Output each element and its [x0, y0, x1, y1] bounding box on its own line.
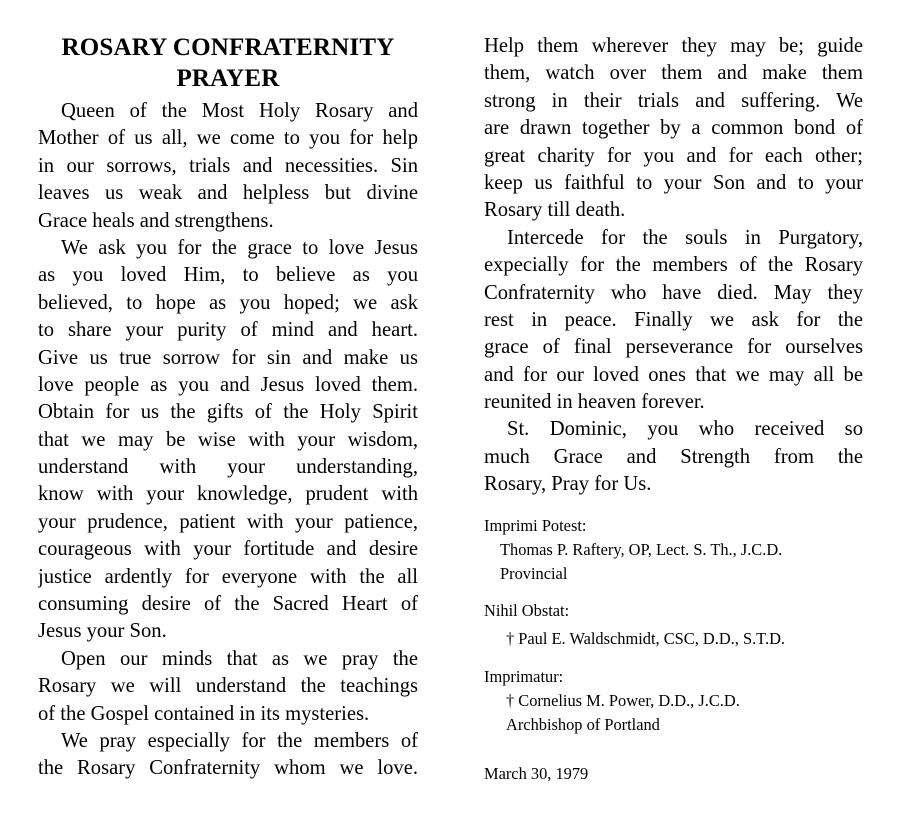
- text-line: expecially for the members of the Rosary: [484, 254, 863, 277]
- text-line: Grace heals and strengthens.: [38, 209, 274, 232]
- title-line-2: PRAYER: [176, 65, 280, 92]
- imprimatur-role: Archbishop of Portland: [506, 715, 660, 734]
- text-line: of the Gospel contained in its mysteries.: [38, 702, 370, 725]
- text-line: grace of final perseverance for ourselves: [484, 336, 863, 359]
- text-line: St. Dominic, you who received so: [507, 418, 863, 441]
- text-line: the Rosary Confraternity whom we love.: [38, 757, 418, 780]
- text-line: in our sorrows, trials and necessities. Sin: [38, 154, 418, 177]
- nihil-obstat-name: † Paul E. Waldschmidt, CSC, D.D., S.T.D.: [506, 629, 785, 648]
- text-line: Help them wherever they may be; guide: [484, 35, 863, 57]
- text-line: to share your purity of mind and heart.: [38, 319, 418, 342]
- imprimatur-label: Imprimatur:: [484, 667, 564, 686]
- text-line: Open our minds that as we pray the: [61, 647, 418, 670]
- text-line: Rosary, Pray for Us.: [484, 473, 652, 496]
- text-line: Mother of us all, we come to you for help: [38, 127, 418, 150]
- imprimatur-name: † Cornelius M. Power, D.D., J.C.D.: [506, 691, 740, 710]
- prayer-text-left: [38, 98, 418, 783]
- text-line: are drawn together by a common bond of: [484, 117, 863, 140]
- imprimi-potest-role: Provincial: [500, 564, 568, 583]
- text-line: know with your knowledge, prudent with: [38, 483, 418, 506]
- text-line: them, watch over them and make them: [484, 62, 863, 85]
- text-line: Confraternity who have died. May they: [484, 281, 863, 304]
- text-line: keep us faithful to your Son and to your: [484, 171, 863, 194]
- text-line: Queen of the Most Holy Rosary and: [61, 100, 418, 122]
- text-line: consuming desire of the Sacred Heart of: [38, 593, 418, 616]
- paragraph-st-dominic: [484, 416, 863, 498]
- imprimatur-block: [484, 665, 863, 737]
- text-line: justice ardently for everyone with the all: [38, 565, 418, 588]
- title-line-1: ROSARY CONFRATERNITY: [61, 34, 395, 61]
- text-line: We ask you for the grace to love Jesus: [61, 236, 418, 259]
- text-line: understand with your understanding,: [38, 456, 418, 479]
- text-line: Rosary till death.: [484, 199, 626, 222]
- paragraph-queen: [38, 98, 418, 235]
- text-line: as you loved Him, to believe as you: [38, 264, 418, 287]
- nihil-obstat-label: Nihil Obstat:: [484, 601, 570, 620]
- text-line: rest in peace. Finally we ask for the: [484, 308, 863, 331]
- text-line: great charity for you and for each other;: [484, 144, 863, 167]
- date-text: March 30, 1979: [484, 764, 589, 783]
- text-line: believed, to hope as you hoped; we ask: [38, 291, 418, 314]
- text-line: love people as you and Jesus loved them.: [38, 373, 418, 396]
- text-line: strong in their trials and suffering. We: [484, 89, 863, 112]
- imprimi-potest-name: Thomas P. Raftery, OP, Lect. S. Th., J.C.D.: [500, 540, 783, 559]
- text-line: Intercede for the souls in Purgatory,: [507, 226, 863, 249]
- text-line: Give us true sorrow for sin and make us: [38, 346, 418, 369]
- text-line: and for our loved ones that we may all be: [484, 363, 863, 386]
- text-line: leaves us weak and helpless but divine: [38, 182, 418, 205]
- text-line: reunited in heaven forever.: [484, 391, 705, 414]
- text-line: We pray especially for the members of: [61, 729, 418, 752]
- paragraph-we-ask: [38, 235, 418, 646]
- paragraph-we-pray: [38, 728, 418, 783]
- approval-date: [484, 762, 863, 786]
- text-line: your prudence, patient with your patience,: [38, 510, 418, 533]
- paragraph-intercede: [484, 225, 863, 417]
- text-line: Rosary we will understand the teachings: [38, 675, 418, 698]
- text-line: Obtain for us the gifts of the Holy Spirit: [38, 401, 418, 424]
- text-line: Jesus your Son.: [38, 620, 167, 643]
- text-line: that we may be wise with your wisdom,: [38, 428, 418, 451]
- imprimi-potest-label: Imprimi Potest:: [484, 516, 587, 535]
- paragraph-open-our-minds: [38, 646, 418, 728]
- imprimi-potest-block: [484, 514, 863, 586]
- paragraph-help-them: [484, 33, 863, 225]
- text-line: courageous with your fortitude and desire: [38, 538, 418, 561]
- page-title: [38, 32, 418, 94]
- text-line: much Grace and Strength from the: [484, 445, 863, 468]
- nihil-obstat-block: [484, 599, 863, 651]
- prayer-text-right: [484, 33, 863, 499]
